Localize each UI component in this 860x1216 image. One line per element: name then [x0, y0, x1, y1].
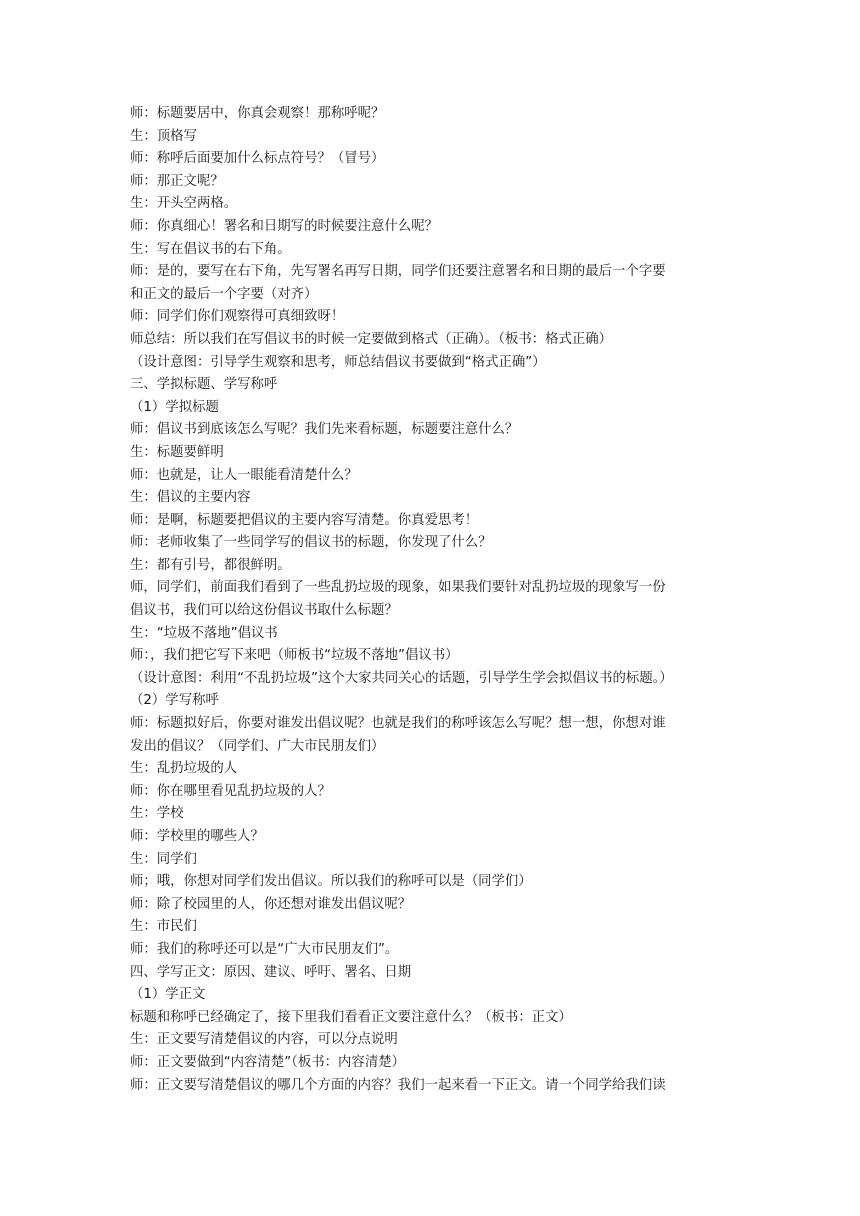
text-line: 师；哦，你想对同学们发出倡议。所以我们的称呼可以是（同学们）: [130, 874, 532, 890]
text-line: 生：倡议的主要内容: [130, 490, 251, 506]
text-line: 师：倡议书到底该怎么写呢？我们先来看标题，标题要注意什么？: [130, 422, 519, 438]
text-line: 师：标题拟好后，你要对谁发出倡议呢？也就是我们的称呼该怎么写呢？想一想，你想对谁: [130, 716, 666, 732]
text-line: 生：顶格写: [130, 128, 197, 144]
subsection-heading: （2）学写称呼: [130, 693, 219, 709]
design-intent-note: （设计意图：引导学生观察和思考，师总结倡议书要做到“格式正确”）: [130, 354, 546, 370]
text-line: 师：也就是，让人一眼能看清楚什么？: [130, 467, 358, 483]
text-line: 师：老师收集了一些同学写的倡议书的标题，你发现了什么？: [130, 535, 492, 551]
text-line: 师：同学们你们观察得可真细致呀！: [130, 309, 345, 325]
text-line: 师：是的，要写在右下角，先写署名再写日期，同学们还要注意署名和日期的最后一个字要: [130, 264, 666, 280]
text-line: 师：，我们把它写下来吧（师板书“垃圾不落地”倡议书）: [130, 648, 459, 664]
text-line: 师：是啊，标题要把倡议的主要内容写清楚。你真爱思考！: [130, 512, 479, 528]
subsection-heading: （1）学拟标题: [130, 399, 219, 415]
text-line: 师：我们的称呼还可以是“广大市民朋友们”。: [130, 941, 399, 957]
text-line: 和正文的最后一个字要（对齐）: [130, 286, 318, 302]
text-line: 师：除了校园里的人，你还想对谁发出倡议呢？: [130, 896, 412, 912]
text-line: 师：称呼后面要加什么标点符号？（冒号）: [130, 151, 385, 167]
text-line: 生：开头空两格。: [130, 196, 238, 212]
text-line: 师：正文要做到“内容清楚”（板书：内容清楚）: [130, 1054, 405, 1070]
text-line: 生：乱扔垃圾的人: [130, 761, 238, 777]
document-body: [130, 103, 734, 1097]
text-line: 师：学校里的哪些人？: [130, 829, 264, 844]
text-line: 师，同学们，前面我们看到了一些乱扔垃圾的现象，如果我们要针对乱扔垃圾的现象写一份: [130, 580, 666, 596]
text-line: 生：同学们: [130, 851, 197, 867]
text-line: 生：学校: [130, 806, 184, 822]
text-line: 标题和称呼已经确定了，接下里我们看看正文要注意什么？（板书：正文）: [130, 1009, 572, 1025]
design-intent-note: （设计意图：利用“不乱扔垃圾”这个大家共同关心的话题，引导学生学会拟倡议书的标题。）: [130, 670, 673, 686]
text-line: 师：你在哪里看见乱扔垃圾的人？: [130, 783, 331, 799]
text-line: 倡议书，我们可以给这份倡议书取什么标题？: [130, 603, 398, 619]
section-heading: 三、学拟标题、学写称呼: [130, 377, 278, 393]
text-line: 发出的倡议？（同学们、广大市民朋友们）: [130, 738, 385, 754]
text-line: 师：你真细心！署名和日期写的时候要注意什么呢？: [130, 218, 438, 234]
text-line: 生：写在倡议书的右下角。: [130, 241, 291, 257]
text-line: 生：正文要写清楚倡议的内容，可以分点说明: [130, 1032, 398, 1048]
text-line: 生：“垃圾不落地”倡议书: [130, 625, 278, 641]
text-line: 师：那正文呢？: [130, 173, 224, 189]
section-heading: 四、学写正文：原因、建议、呼吁、署名、日期: [130, 964, 412, 980]
text-line: 师总结：所以我们在写倡议书的时候一定要做到格式（正确）。（板书：格式正确）: [130, 331, 613, 347]
text-line: 生：都有引号，都很鲜明。: [130, 557, 291, 573]
subsection-heading: （1）学正文: [130, 987, 206, 1003]
text-line: 师：正文要写清楚倡议的哪几个方面的内容？我们一起来看一下正文。请一个同学给我们读: [130, 1077, 666, 1093]
text-line: 生：标题要鲜明: [130, 444, 224, 460]
text-line: 生：市民们: [130, 919, 197, 935]
text-line: 师：标题要居中，你真会观察！那称呼呢？: [130, 106, 385, 121]
